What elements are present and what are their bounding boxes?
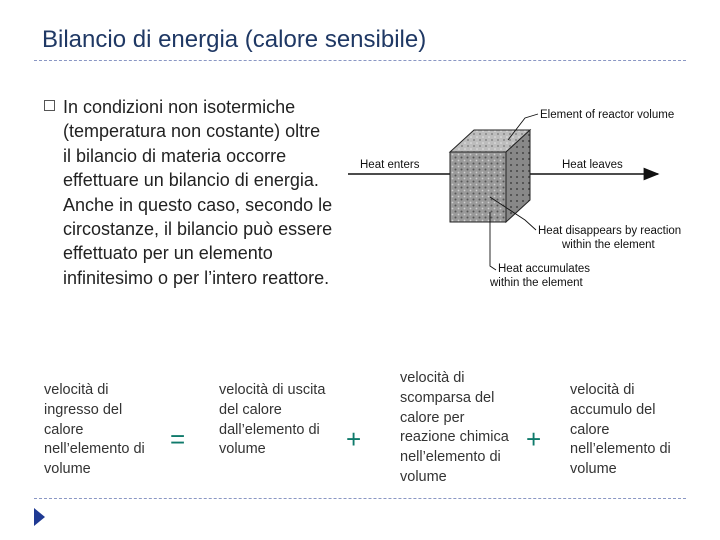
slide-title: Bilancio di energia (calore sensibile) <box>42 26 427 53</box>
reactor-volume-cube <box>450 130 530 222</box>
equation-term-accumulo: velocità di accumulo del calore nell’elemento di volume <box>570 382 671 478</box>
plus-operator-2: + <box>526 424 542 454</box>
equation-term-uscita: velocità di uscita del calore dall’elemento di volume <box>219 382 326 458</box>
label-heat-enters: Heat enters <box>360 159 420 171</box>
label-heat-disappears-2: within the element <box>562 239 655 251</box>
label-heat-disappears: Heat disappears by reaction <box>538 225 682 237</box>
label-element: Element of reactor volume <box>540 109 675 121</box>
label-heat-leaves: Heat leaves <box>562 159 623 171</box>
label-heat-accumulates-2: within the element <box>490 277 583 289</box>
reactor-element-diagram <box>340 102 700 302</box>
bullet-paragraph: In condizioni non isotermiche (temperatura non costante) oltre il bilancio di materia occorre effettuare un bilancio di energia. Anche in questo caso, secondo le circostanze, il bilancio può essere effettuato per un elemento infinitesimo o per l’intero reattore. <box>63 97 333 288</box>
top-divider <box>34 60 686 61</box>
equals-operator: = <box>170 424 186 454</box>
equation-term-scomparsa: velocità di scomparsa del calore per reazione chimica nell’elemento di volume <box>400 370 509 485</box>
plus-operator-1: + <box>346 424 362 454</box>
label-heat-accumulates: Heat accumulates <box>498 263 591 275</box>
bottom-divider <box>34 498 686 499</box>
equation-term-ingresso: velocità di ingresso del calore nell’elemento di volume <box>44 382 145 478</box>
next-slide-arrow-icon[interactable] <box>34 508 45 526</box>
checkbox-bullet-icon <box>44 100 55 111</box>
